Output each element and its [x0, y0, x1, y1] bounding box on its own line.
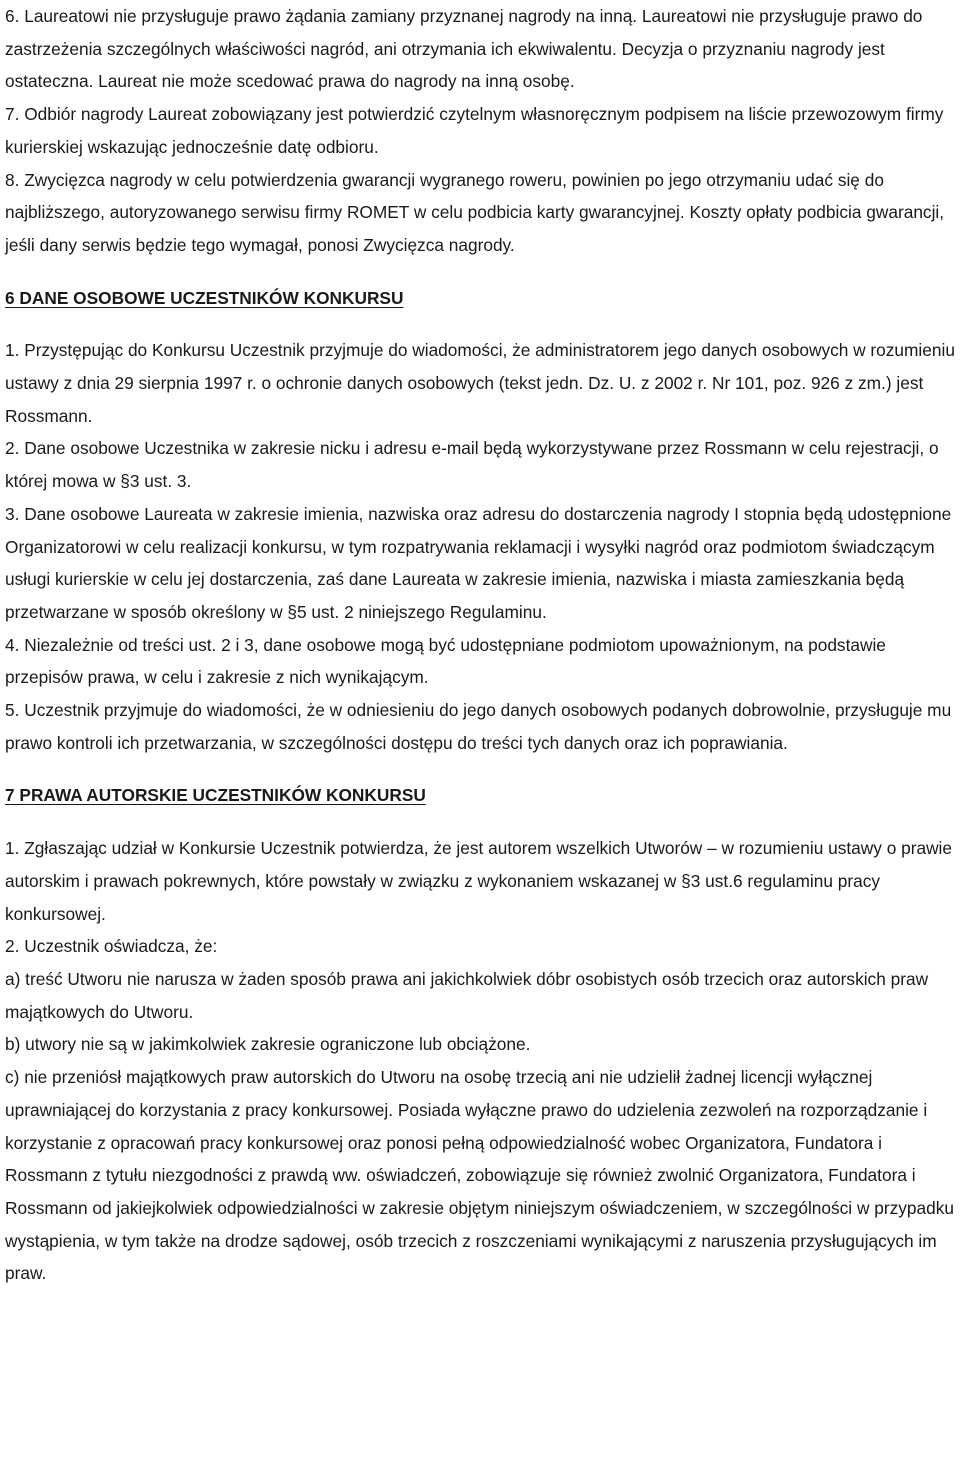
section6-paragraph-2: 2. Dane osobowe Uczestnika w zakresie nicku i adresu e-mail będą wykorzystywane przez Rossmann w celu rejestracji, o której mowa w §3 ust. 3.	[5, 438, 939, 492]
section7-paragraph-2: 2. Uczestnik oświadcza, że:	[5, 936, 218, 957]
spacer	[5, 812, 955, 832]
spacer	[5, 759, 955, 779]
spacer	[5, 314, 955, 334]
section6-paragraph-1: 1. Przystępując do Konkursu Uczestnik przyjmuje do wiadomości, że administratorem jego danych osobowych w rozumieniu ustawy z dnia 29 sierpnia 1997 r. o ochronie danych osobowych (tekst jedn. Dz. U. z 2002 r. Nr 101, poz. 926 z zm.) jest Rossmann.	[5, 340, 955, 426]
section5-paragraph-6: 6. Laureatowi nie przysługuje prawo żądania zamiany przyznanej nagrody na inną. Laureatowi nie przysługuje prawo do zastrzeżenia szczególnych właściwości nagród, ani otrzymania ich ekwiwalentu. Decyzja o przyznaniu nagrody jest ostateczna. Laureat nie może scedować prawa do nagrody na inną osobę.	[5, 6, 923, 92]
spacer	[5, 262, 955, 282]
section7-paragraph-2b: b) utwory nie są w jakimkolwiek zakresie ograniczone lub obciążone.	[5, 1034, 531, 1055]
section6-paragraph-4: 4. Niezależnie od treści ust. 2 i 3, dane osobowe mogą być udostępniane podmiotom upoważnionym, na podstawie przepisów prawa, w celu i zakresie z nich wynikającym.	[5, 634, 886, 688]
section5-paragraph-7: 7. Odbiór nagrody Laureat zobowiązany jest potwierdzić czytelnym własnoręcznym podpisem na liście przewozowym firmy kurierskiej wskazując jednocześnie datę odbioru.	[5, 104, 944, 157]
section7-paragraph-2c: c) nie przeniósł majątkowych praw autorskich do Utworu na osobę trzecią ani nie udzielił żadnej licencji wyłącznej uprawniającej do korzystania z pracy konkursowej. Posiada wyłączne prawo do udzielenia zezwoleń na rozporządzanie i korzystanie z opracowań pracy konkursowej oraz ponosi pełną odpowiedzialność wobec Organizatora, Fundatora i Rossmann z tytułu niezgodności z prawdą ww. oświadczeń, zobowiązuje się również zwolnić Organizatora, Fundatora i Rossmann od jakiejkolwiek odpowiedzialności w zakresie objętym niniejszym oświadczeniem, w szczególności w przypadku wystąpienia, w tym także na drodze sądowej, osób trzecich z roszczeniami wynikającymi z naruszenia przysługujących im praw.	[5, 1067, 954, 1284]
section6-paragraph-3: 3. Dane osobowe Laureata w zakresie imienia, nazwiska oraz adresu do dostarczenia nagrody I stopnia będą udostępnione Organizatorowi w celu realizacji konkursu, w tym rozpatrywania reklamacji i wysyłki nagród oraz podmiotom świadczącym usługi kurierskie w celu jej dostarczenia, zaś dane Laureata w zakresie imienia, nazwiska i miasta zamieszkania będą przetwarzane w sposób określony w §5 ust. 2 niniejszego Regulaminu.	[5, 503, 952, 622]
section6-heading: 6 DANE OSOBOWE UCZESTNIKÓW KONKURSU	[5, 287, 404, 308]
section7-paragraph-2a: a) treść Utworu nie narusza w żaden sposób prawa ani jakichkolwiek dóbr osobistych osób trzecich oraz autorskich praw majątkowych do Utworu.	[5, 968, 929, 1022]
section7-paragraph-1: 1. Zgłaszając udział w Konkursie Uczestnik potwierdza, że jest autorem wszelkich Utworów – w rozumieniu ustawy o prawie autorskim i prawach pokrewnych, które powstały w związku z wykonaniem wskazanej w §3 ust.6 regulaminu pracy konkursowej.	[5, 838, 953, 924]
section7-heading: 7 PRAWA AUTORSKIE UCZESTNIKÓW KONKURSU	[5, 785, 426, 806]
regulations-document	[5, 0, 955, 1290]
section5-paragraph-8: 8. Zwycięzca nagrody w celu potwierdzenia gwarancji wygranego roweru, powinien po jego otrzymaniu udać się do najbliższego, autoryzowanego serwisu firmy ROMET w celu podbicia karty gwarancyjnej. Koszty opłaty podbicia gwarancji, jeśli dany serwis będzie tego wymagał, ponosi Zwycięzca nagrody.	[5, 169, 945, 255]
section6-paragraph-5: 5. Uczestnik przyjmuje do wiadomości, że w odniesieniu do jego danych osobowych podanych dobrowolnie, przysługuje mu prawo kontroli ich przetwarzania, w szczególności dostępu do treści tych danych oraz ich poprawiania.	[5, 700, 952, 753]
